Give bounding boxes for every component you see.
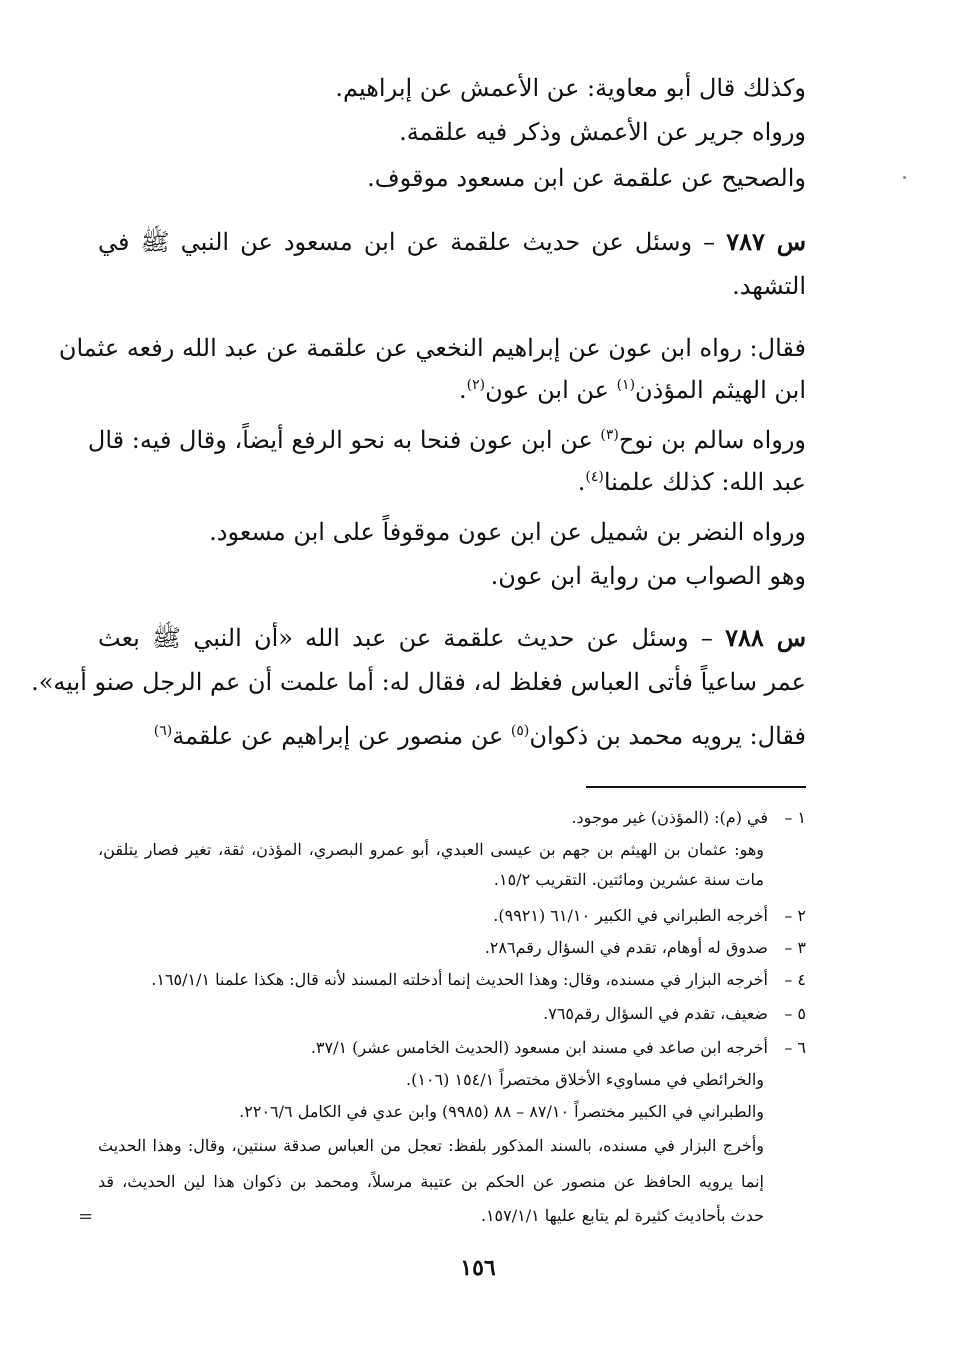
text-line: ورواه سالم بن نوح$^{(٣)}$ عن ابن عون فنحا به نحو الرفع أيضاً، وقال فيه: قال [87,426,806,454]
footnote-continuation: والخرائطي في مساويء الأخلاق مختصراً ١٥٤/١ (١٠٦). [406,1070,764,1089]
text-line: عمر ساعياً فأتى العباس فغلظ له، فقال له: أما علمت أن عم الرجل صنو أبيه». [31,668,806,696]
question-number: س ٧٨٨ [725,623,806,652]
question-number: س ٧٨٧ [726,227,806,256]
footnote-ref: (١) [616,377,636,393]
footnote-continuation: وأخرج البزار في مسنده، بالسند المذكور بلفظ: تعجل من العباس صدقة سنتين، وقال: وهذا الحديث [98,1136,764,1155]
footnote: ٣ –صدوق له أوهام، تقدم في السؤال رقم٢٨٦. [484,938,806,957]
footnote: ٥ –ضعيف، تقدم في السؤال رقم٧٦٥. [543,1004,806,1023]
footnote-ref: (٦) [153,723,173,739]
footnote-ref: (٤) [585,469,604,485]
footnote: ٦ –أخرجه ابن صاعد في مسند ابن مسعود (الحديث الخامس عشر) ٣٧/١. [310,1038,806,1057]
text-line: فقال: يرويه محمد بن ذكوان$^{(٥)}$ عن منصور عن إبراهيم عن علقمة$^{(٦)}$ [153,722,806,750]
scan-speck [903,176,906,179]
footnote-ref: (٣) [600,427,619,443]
text-line: عبد الله: كذلك علمنا$^{(٤)}$. [577,468,806,496]
question-788-line: س ٧٨٨ – وسئل عن حديث علقمة عن عبد الله «أن النبي ﷺ بعث [98,623,806,652]
footnote-continuation: وهو: عثمان بن الهيثم بن جهم بن عيسى العبدي، أبو عمرو البصري، المؤذن، ثقة، تغير فصار يتلقن، [98,840,764,859]
footnote-ref: (٥) [510,723,530,739]
footnote-separator [586,786,806,788]
question-787-line: س ٧٨٧ – وسئل عن حديث علقمة عن ابن مسعود عن النبي ﷺ في [98,227,806,256]
text-line: وكذلك قال أبو معاوية: عن الأعمش عن إبراهيم. [335,74,806,102]
text-line: ورواه النضر بن شميل عن ابن عون موقوفاً على ابن مسعود. [209,518,806,546]
text-line: ورواه جرير عن الأعمش وذكر فيه علقمة. [399,118,806,146]
footnote-ref: (٢) [466,377,486,393]
text-line: فقال: رواه ابن عون عن إبراهيم النخعي عن علقمة عن عبد الله رفعه عثمان [58,334,806,362]
margin-mark: = [78,1206,94,1227]
page-number: ١٥٦ [460,1255,496,1281]
text-line: والصحيح عن علقمة عن ابن مسعود موقوف. [367,164,806,192]
footnote: ٤ –أخرجه البزار في مسنده، وقال: وهذا الحديث إنما أدخلته المسند لأنه قال: هكذا علمنا ١٦٥/١/١. [151,970,806,989]
footnote-continuation: والطبراني في الكبير مختصراً ٨٧/١٠ – ٨٨ (٩٩٨٥) وابن عدي في الكامل ٢٢٠٦/٦. [239,1102,764,1121]
text-line: التشهد. [732,272,806,300]
footnote-continuation: مات سنة عشرين ومائتين. التقريب ١٥/٢. [493,870,764,889]
text-line: وهو الصواب من رواية ابن عون. [490,562,806,590]
footnote-continuation: إنما يرويه الحافظ عن منصور عن الحكم بن عتيبة مرسلاً، ومحمد بن ذكوان هذا لين الحديث، قد [98,1172,764,1191]
text-line: ابن الهيثم المؤذن$^{(١)}$ عن ابن عون$^{(٢)}$. [459,376,806,404]
footnote: ١ –في (م): (المؤذن) غير موجود. [571,808,806,827]
footnote: ٢ –أخرجه الطبراني في الكبير ٦١/١٠ (٩٩٢١). [493,906,806,925]
footnote-continuation: حدث بأحاديث كثيرة لم يتابع عليها ١٥٧/١/١. [480,1206,764,1225]
